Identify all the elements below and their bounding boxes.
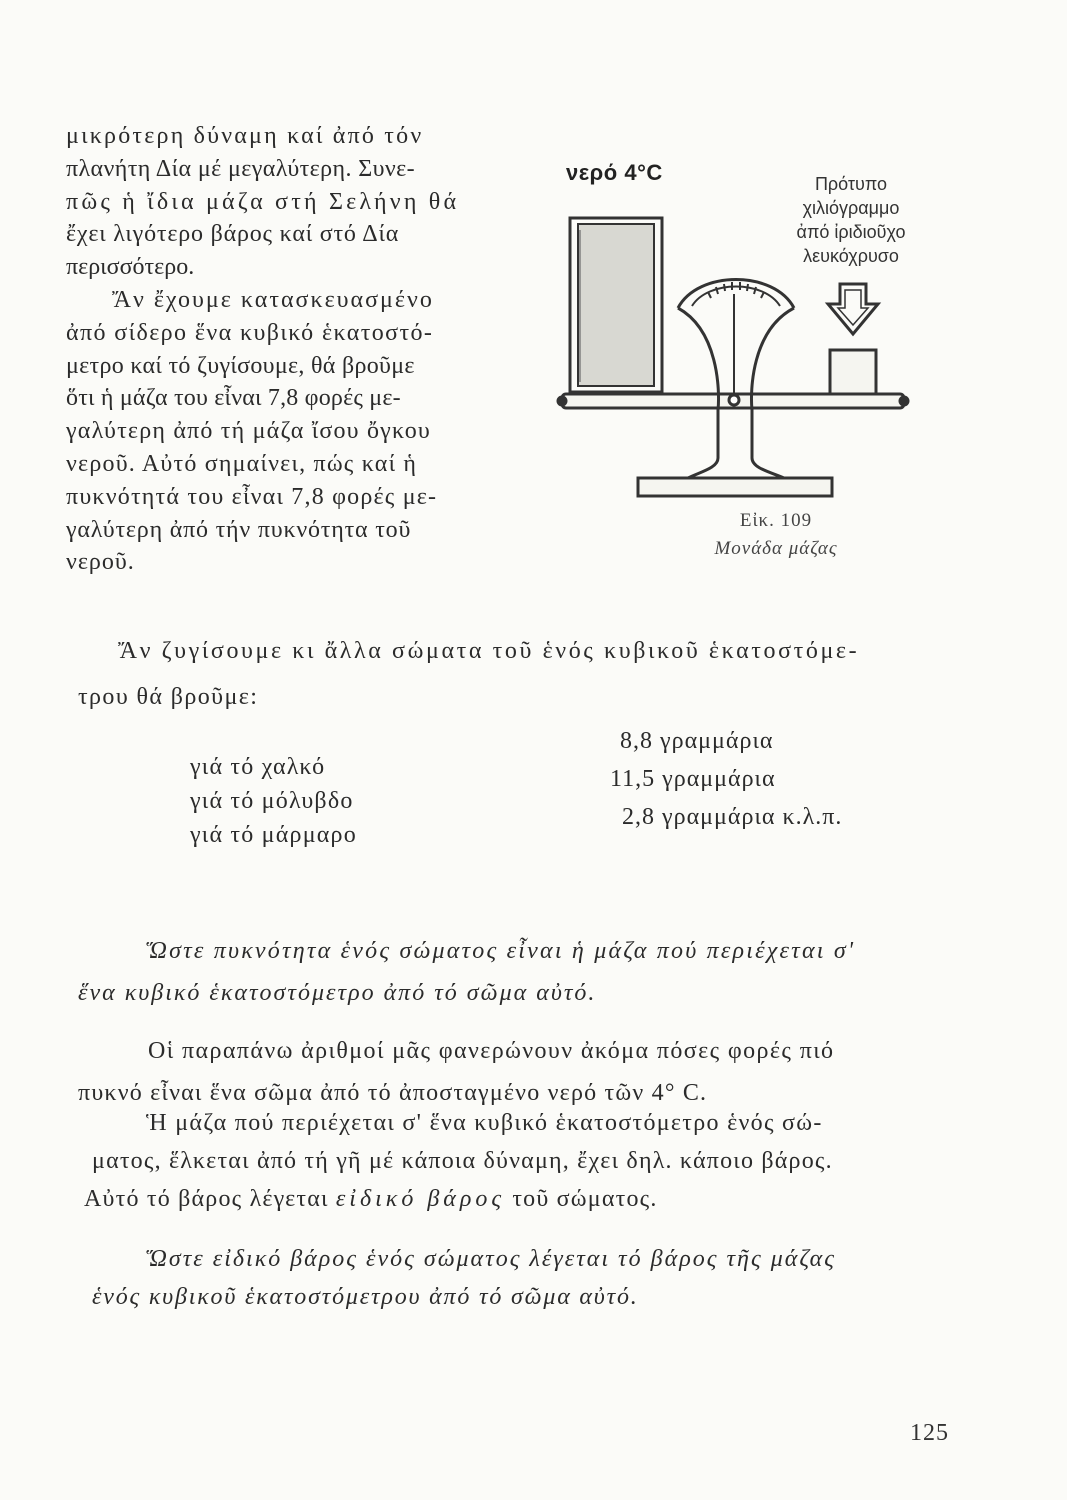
text-line: ἕνα κυβικό ἑκατοστόμετρο ἀπό τό σῶμα αὐτό. — [78, 980, 597, 1006]
weight-paragraph — [84, 1104, 964, 1218]
balance-base — [638, 478, 832, 496]
text-line: μικρότερη δύναμη καί ἀπό τόν — [66, 123, 424, 149]
numbers-paragraph — [78, 1030, 958, 1114]
text-line: νεροῦ. Αὐτό σημαίνει, πώς καί ἡ — [66, 450, 418, 477]
text-line: Πρότυπο — [814, 174, 888, 194]
text-line: νεροῦ. — [66, 549, 135, 576]
material-name: γιά τό μάρμαρο — [190, 822, 357, 848]
text-line: γαλύτερη ἀπό τή μάζα ἴσου ὄγκου — [66, 418, 432, 445]
list-item — [190, 804, 910, 858]
text-line: πυκνό εἶναι ἕνα σῶμα ἀπό τό ἀποσταγμένο νερό τῶν 4° C. — [78, 1080, 708, 1106]
text-line: ἀπό ἰριδιοῦχο — [796, 222, 906, 242]
text-line: λευκόχρυσο — [803, 246, 899, 266]
text-line: ἀπό σίδερο ἕνα κυβικό ἑκατοστό- — [66, 319, 434, 346]
list-item — [190, 728, 910, 790]
material-value: 11,5 γραμμάρια — [610, 766, 776, 792]
text-line: Οἱ παραπάνω ἀριθμοί μᾶς φανερώνουν ἀκόμα πόσες φορές πιό — [148, 1038, 835, 1064]
term-specific-weight: εἰδικό βάρος — [335, 1186, 506, 1212]
materials-list — [190, 728, 910, 852]
text-line: τρου θά βροῦμε: — [78, 684, 259, 710]
text-line: πλανήτη Δία μέ μεγαλύτερη. Συνε- — [66, 155, 416, 182]
dial-ticks — [708, 282, 764, 298]
text-line: ὅτι ἡ μάζα του εἶναι 7,8 φορές με- — [66, 385, 401, 412]
balance-illustration — [548, 210, 918, 500]
text-fragment: Αὐτό τό βάρος λέγεται — [84, 1186, 329, 1212]
text-line: πῶς ἡ ἴδια μάζα στή Σελήνη θά — [66, 188, 460, 215]
text-line: Ἡ μάζα πού περιέχεται σ' ἕνα κυβικό ἑκατοστόμετρο ἑνός σώ- — [146, 1110, 823, 1136]
text-line: πυκνότητά του εἶναι 7,8 φορές με- — [66, 483, 438, 510]
definition-density — [78, 930, 938, 1014]
figure-caption-title: Μονάδα μάζας — [714, 538, 838, 559]
material-name: γιά τό μόλυβδο — [190, 788, 354, 814]
text-line: μετρο καί τό ζυγίσουμε, θά βροῦμε — [66, 352, 415, 379]
text-fragment: τοῦ σώματος. — [512, 1186, 658, 1212]
material-value: 2,8 γραμμάρια κ.λ.π. — [622, 804, 843, 830]
text-line: ἔχει λιγότερο βάρος καί στό Δία — [66, 221, 400, 248]
text-line: Ἄν ζυγίσουμε κι ἄλλα σώματα τοῦ ἑνός κυβικοῦ ἑκατοστόμε- — [118, 638, 860, 664]
text-line: ἑνός κυβικοῦ ἑκατοστόμετρου ἀπό τό σῶμα αὐτό. — [92, 1284, 639, 1310]
text-line: χιλιόγραμμο — [802, 198, 900, 218]
text-line: γαλύτερη ἀπό τήν πυκνότητα τοῦ — [66, 516, 412, 543]
figure-label-water: νερό 4°C — [566, 160, 663, 185]
text-line: περισσότερο. — [66, 254, 195, 281]
material-value: 8,8 γραμμάρια — [620, 728, 774, 754]
text-line — [84, 1180, 964, 1218]
prototype-kilogram — [830, 350, 876, 394]
figure-mass-unit — [548, 150, 928, 570]
text-line: Ὥστε εἰδικό βάρος ἑνός σώματος λέγεται τό βάρος τῆς μάζας — [146, 1246, 837, 1272]
arrow-down-icon — [828, 284, 878, 334]
page-number: 125 — [910, 1420, 949, 1446]
material-name: γιά τό χαλκό — [190, 754, 326, 780]
definition-specific-weight — [92, 1240, 952, 1316]
left-paragraph — [66, 120, 496, 579]
text-line: Ὥστε πυκνότητα ἑνός σώματος εἶναι ἡ μάζα πού περιέχεται σ' — [146, 938, 856, 964]
text-line: ματος, ἕλκεται ἀπό τή γῆ μέ κάποια δύναμη, ἔχει δηλ. κάποιο βάρος. — [92, 1148, 833, 1174]
intro-paragraph — [78, 628, 938, 720]
text-line: Ἄν ἔχουμε κατασκευασμένο — [112, 286, 434, 313]
figure-caption-number: Εἰκ. 109 — [739, 510, 813, 531]
